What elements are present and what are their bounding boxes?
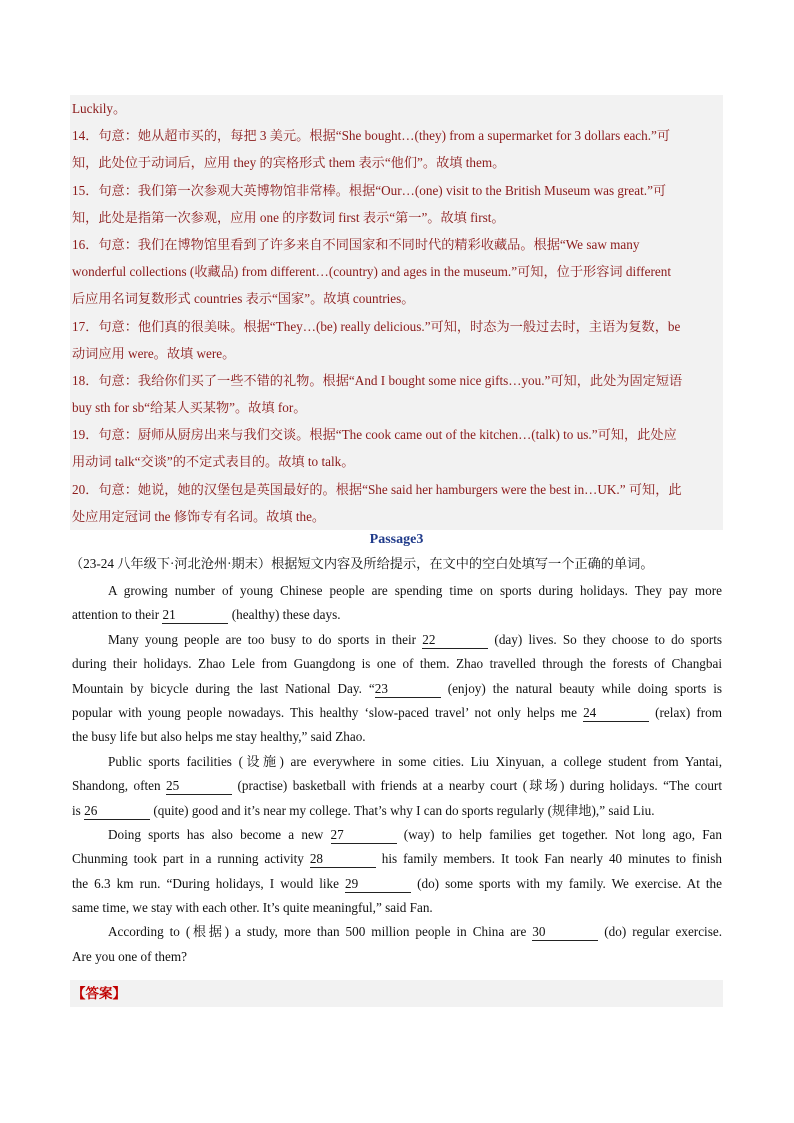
answer-line: 知，此处位于动词后，应用 they 的宾格形式 them 表示“他们”。故填 them。 <box>72 155 506 171</box>
answer-line: buy sth for sb“给某人买某物”。故填 for。 <box>72 400 307 416</box>
passage-line <box>72 823 722 847</box>
blank-25[interactable]: 25 <box>166 778 232 795</box>
answer-line: wonderful collections (收藏品) from different…(country) and ages in the museum.”可知，位于形容词 different <box>72 264 672 280</box>
passage-text-run: Are you one of them? <box>72 948 187 964</box>
blank-27[interactable]: 27 <box>331 827 397 844</box>
passage-text-run: (quite) good and it’s near my college. That’s why I can do sports regularly (规律地),” said Liu. <box>150 802 655 818</box>
passage-line <box>72 847 722 871</box>
passage-text-run: (practise) basketball with friends at a nearby court (球场) during holidays. “The court <box>232 778 722 794</box>
answer-line: 后应用名词复数形式 countries 表示“国家”。故填 countries。 <box>72 291 415 307</box>
passage-text-run: (healthy) these days. <box>228 607 341 623</box>
passage-line <box>72 920 722 944</box>
passage-line <box>72 701 722 725</box>
passage-line <box>72 725 722 749</box>
passage-line <box>72 677 722 701</box>
passage-instructions: （23-24 八年级下·河北沧州·期末）根据短文内容及所给提示，在文中的空白处填写一个正确的单词。 <box>70 556 654 571</box>
passage-text-run: Mountain by bicycle during the last National Day. “ <box>72 680 375 696</box>
passage-text-run: popular with young people nowadays. This healthy ‘slow-paced travel’ not only helps me <box>72 704 584 720</box>
passage-text-run: According to (根据) a study, more than 500 million people in China are <box>108 924 533 940</box>
blank-21[interactable]: 21 <box>162 607 228 624</box>
answer-line: 15．句意：我们第一次参观大英博物馆非常棒。根据“Our…(one) visit to the British Museum was great.”可 <box>72 182 667 198</box>
passage-text-run: (do) regular exercise. <box>598 924 722 940</box>
passage-text-run: (enjoy) the natural beauty while doing sports is <box>440 680 722 696</box>
passage-line <box>72 652 722 676</box>
answer-line: 14．句意：她从超市买的，每把 3 美元。根据“She bought…(they) from a supermarket for 3 dollars each.”可 <box>72 128 671 144</box>
answer-line: 18．句意：我给你们买了一些不错的礼物。根据“And I bought some nice gifts…you.”可知，此处为固定短语 <box>72 372 683 388</box>
answer-line: 20．句意：她说，她的汉堡包是英国最好的。根据“She said her hamburgers were the best in…UK.” 可知，此 <box>72 481 682 497</box>
passage-text-run: Many young people are too busy to do sports in their <box>108 631 423 647</box>
answer-line: 16．句意：我们在博物馆里看到了许多来自不同国家和不同时代的精彩收藏品。根据“We saw many <box>72 236 640 252</box>
answer-label: 【答案】 <box>72 986 126 1001</box>
passage-text-run: (relax) from <box>649 704 722 720</box>
blank-22[interactable]: 22 <box>422 632 488 649</box>
answer-line: 17．句意：他们真的很美味。根据“They…(be) really delicious.”可知，时态为一般过去时，主语为复数，be <box>72 318 681 334</box>
blank-23[interactable]: 23 <box>375 681 441 698</box>
passage-text-run: Public sports facilities (设施) are everywhere in some cities. Liu Xinyuan, a college student from Yantai, <box>108 753 722 769</box>
passage-line <box>72 603 722 627</box>
passage-text-run: (way) to help families get together. Not long ago, Fan <box>396 826 722 842</box>
passage-text-run: (day) lives. So they choose to do sports <box>488 631 722 647</box>
passage-line <box>72 628 722 652</box>
passage-line <box>72 799 722 823</box>
answer-line: 19．句意：厨师从厨房出来与我们交谈。根据“The cook came out of the kitchen…(talk) to us.”可知，此处应 <box>72 427 677 443</box>
answer-line: 动词应用 were。故填 were。 <box>72 345 236 361</box>
blank-30[interactable]: 30 <box>532 924 598 941</box>
answer-line: Luckily。 <box>72 101 127 116</box>
passage-line <box>72 945 722 969</box>
passage-text-run: the busy life but also helps me stay healthy,” said Zhao. <box>72 729 366 745</box>
answer-explanations <box>70 95 723 530</box>
answer-line: 用动词 talk“交谈”的不定式表目的。故填 to talk。 <box>72 454 355 470</box>
blank-26[interactable]: 26 <box>84 803 150 820</box>
answer-line: 知，此处是指第一次参观，应用 one 的序数词 first 表示“第一”。故填 first。 <box>72 209 505 225</box>
passage-line <box>72 750 722 774</box>
passage-text-run: Shandong, often <box>72 778 167 794</box>
passage-text-run: A growing number of young Chinese people are spending time on sports during holidays. They pay more <box>108 583 722 598</box>
blank-28[interactable]: 28 <box>310 851 376 868</box>
passage-line <box>72 896 722 920</box>
passage-text <box>72 579 722 969</box>
passage-text-run: the 6.3 km run. “During holidays, I would like <box>72 875 346 891</box>
passage-text-run: Doing sports has also become a new <box>108 826 331 842</box>
passage-line <box>72 872 722 896</box>
passage-text-run: during their holidays. Zhao Lele from Guangdong is one of them. Zhao travelled through the forests of Changbai <box>72 656 722 672</box>
passage-title: Passage3 <box>369 532 424 547</box>
passage-text-run: same time, we stay with each other. It’s quite meaningful,” said Fan. <box>72 900 433 916</box>
answer-line: 处应用定冠词 the 修饰专有名词。故填 the。 <box>72 508 326 524</box>
passage-text-run: is <box>72 802 85 818</box>
blank-24[interactable]: 24 <box>583 705 649 722</box>
passage-line <box>72 774 722 798</box>
passage-text-run: his family members. It took Fan nearly 40 minutes to finish <box>375 851 722 867</box>
passage-text-run: (do) some sports with my family. We exercise. At the <box>411 875 723 891</box>
passage-text-run: attention to their <box>72 607 163 623</box>
passage-line <box>72 579 722 603</box>
passage-text-run: Chunming took part in a running activity <box>72 851 310 867</box>
answer-section-bar <box>70 980 723 1007</box>
blank-29[interactable]: 29 <box>345 876 411 893</box>
